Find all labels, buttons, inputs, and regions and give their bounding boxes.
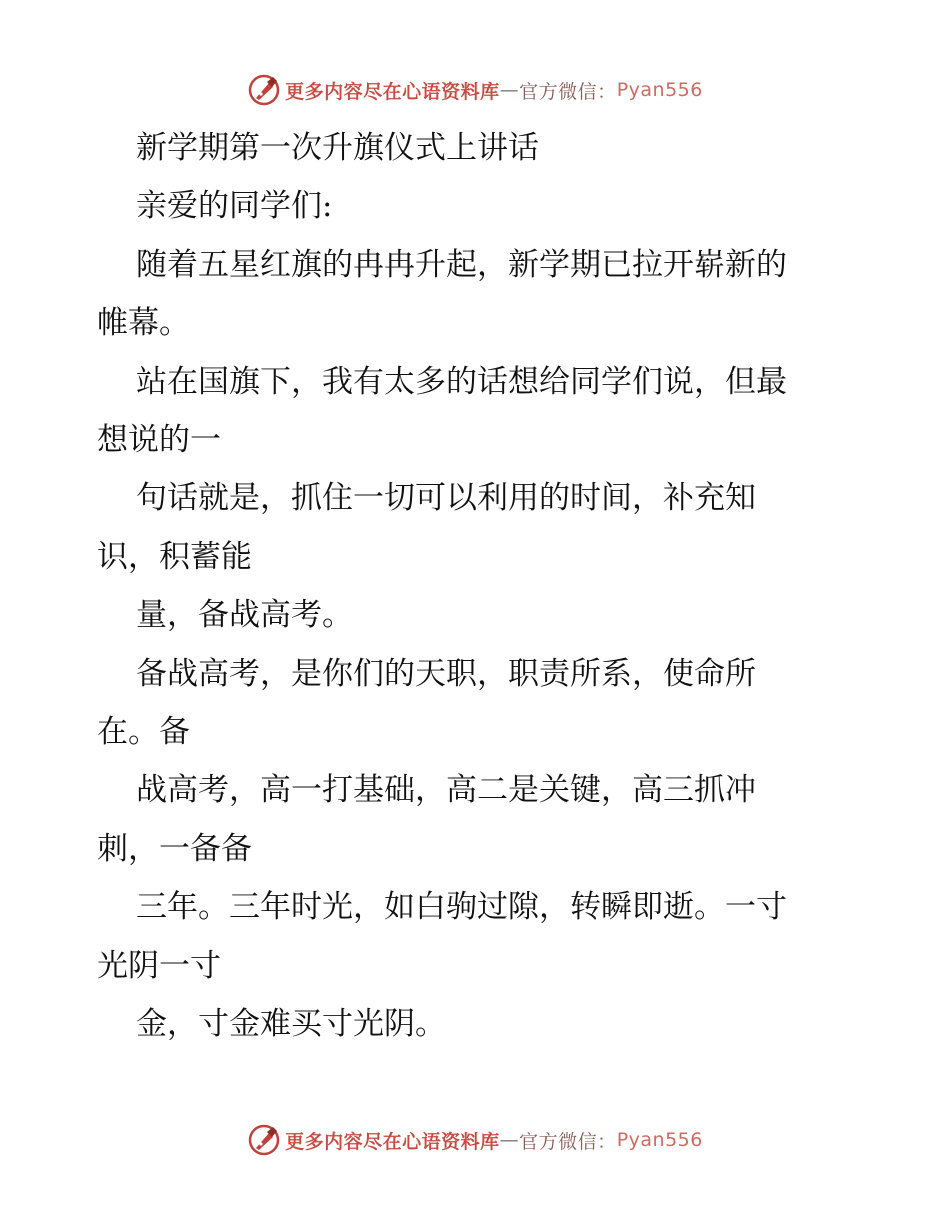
banner-separator: — [499, 79, 520, 101]
banner-brand-text: 更多内容尽在心语资料库 [285, 1130, 500, 1153]
paragraph [97, 236, 857, 353]
paragraph-line: 亲爱的同学们: [136, 188, 333, 225]
paragraph-line-continued: 刺，一备备 [97, 830, 252, 867]
banner-wechat-label: 官方微信： [519, 80, 617, 103]
paragraph [97, 469, 857, 586]
banner-wechat-label: 官方微信： [519, 1130, 617, 1153]
header-banner [0, 70, 950, 110]
paragraph-line-continued: 光阴一寸 [97, 947, 221, 984]
banner-wechat-id: Pyan556 [616, 1129, 703, 1151]
paragraph [97, 761, 857, 878]
paragraph-line: 站在国旗下，我有太多的话想给同学们说，但最 [136, 363, 787, 400]
paragraph-line: 句话就是，抓住一切可以利用的时间，补充知 [136, 480, 756, 517]
document-body [97, 119, 857, 1054]
banner-brand-text: 更多内容尽在心语资料库 [285, 80, 500, 103]
paragraph [97, 586, 857, 644]
pen-nib-logo-icon [247, 1123, 281, 1157]
paragraph-line: 备战高考，是你们的天职，职责所系，使命所 [136, 655, 756, 692]
footer-banner [0, 1120, 950, 1160]
paragraph-line-continued: 帷幕。 [97, 305, 190, 342]
paragraph [97, 353, 857, 470]
pen-nib-logo-icon [247, 73, 281, 107]
document-title [97, 119, 857, 177]
paragraph-line: 战高考，高一打基础，高二是关键，高三抓冲 [136, 772, 756, 809]
paragraph-line-continued: 想说的一 [97, 422, 221, 459]
banner-separator: — [499, 1129, 520, 1151]
paragraph [97, 878, 857, 995]
paragraph [97, 645, 857, 762]
paragraph [97, 995, 857, 1053]
paragraph-line: 量，备战高考。 [136, 597, 353, 634]
banner-wechat-id: Pyan556 [616, 79, 703, 101]
salutation [97, 177, 857, 235]
paragraph-line: 随着五星红旗的冉冉升起，新学期已拉开崭新的 [136, 246, 787, 283]
paragraph-line: 金，寸金难买寸光阴。 [136, 1006, 446, 1043]
paragraph-line: 三年。三年时光，如白驹过隙，转瞬即逝。一寸 [136, 889, 787, 926]
paragraph-line-continued: 在。备 [97, 714, 190, 751]
paragraph-line-continued: 识，积蓄能 [97, 538, 252, 575]
paragraph-line: 新学期第一次升旗仪式上讲话 [136, 130, 539, 166]
